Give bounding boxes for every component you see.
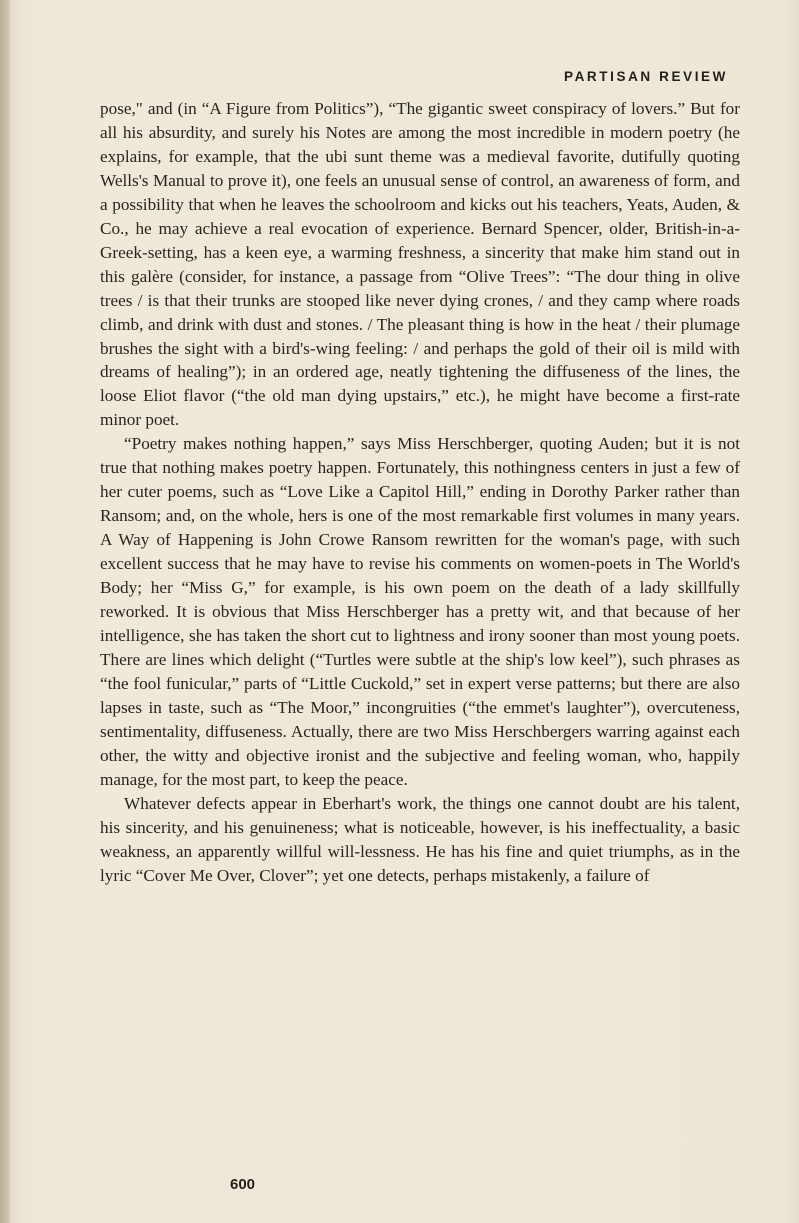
running-head: PARTISAN REVIEW bbox=[563, 69, 728, 84]
paragraph-2: “Poetry makes nothing happen,” says Miss Herschberger, quoting Auden; but it is not true that nothing makes poetry happen. Fortunately, this nothingness centers in just a few of her cuter poems, such as “Love Like a Capitol Hill,” ending in Dorothy Parker rather than Ransom; and, on the whole, hers is one of the most remarkable first volumes in many years. A Way of Happening is John Crowe Ransom rewritten for the woman's page, with such excellent success that he may have to revise his comments on women-poets in The World's Body; her “Miss G,” for example, is his own poem on the death of a lady skillfully reworked. It is obvious that Miss Herschberger has a pretty wit, and that because of her intelligence, she has taken the short cut to lightness and irony sooner than most young poets. There are lines which delight (“Turtles were subtle at the ship's low keel”), such phrases as “the fool funicular,” parts of “Little Cuckold,” set in expert verse patterns; but there are also lapses in taste, such as “The Moor,” incongruities (“the emmet's laughter”), overcuteness, sentimentality, diffuseness. Actually, there are two Miss Herschbergers warring against each other, the witty and objective ironist and the subjective and feeling woman, who, happily manage, for the most part, to keep the peace. bbox=[100, 434, 740, 789]
page-number: 600 bbox=[230, 1176, 256, 1193]
article-body bbox=[100, 97, 740, 887]
page-binding-edge bbox=[0, 0, 10, 1223]
paragraph-3: Whatever defects appear in Eberhart's work, the things one cannot doubt are his talent, his sincerity, and his genuineness; what is noticeable, however, is his ineffectuality, a basic weakness, an apparently willful will-lessness. He has his fine and quiet triumphs, as in the lyric “Cover Me Over, Clover”; yet one detects, perhaps mistakenly, a failure of bbox=[100, 793, 740, 885]
paragraph-1: pose," and (in “A Figure from Politics”), “The gigantic sweet conspiracy of lovers.” But for all his absurdity, and surely his Notes are among the most incredible in modern poetry (he explains, for example, that the ubi sunt theme was a medieval favorite, dutifully quoting Wells's Manual to prove it), one feels an unusual sense of control, an awareness of form, and a possibility that when he leaves the schoolroom and kicks out his teachers, Yeats, Auden, & Co., he may achieve a real evocation of experience. Bernard Spencer, older, British-in-a-Greek-setting, has a keen eye, a warming freshness, a sincerity that make him stand out in this galère (consider, for instance, a passage from “Olive Trees”: “The dour thing in olive trees / is that their trunks are stooped like never dying crones, / and they camp where roads climb, and drink with dust and stones. / The pleasant thing is how in the heat / their plumage brushes the sight with a bird's-wing feeling: / and perhaps the gold of their oil is mild with dreams of healing”); in an ordered age, neatly tightening the diffuseness of the lines, the loose Eliot flavor (“the old man dying upstairs,” etc.), he might have become a first-rate minor poet. bbox=[100, 99, 740, 430]
